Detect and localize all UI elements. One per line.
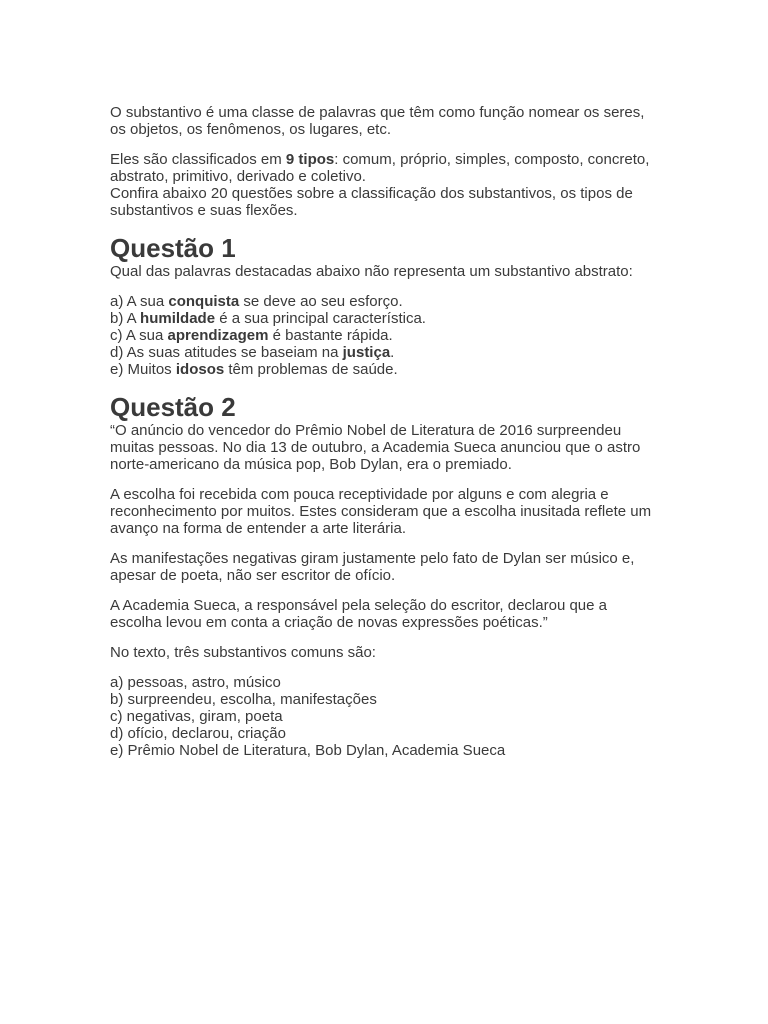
option-text: é a sua principal característica.: [215, 310, 426, 327]
document-page: [110, 104, 662, 772]
option-highlight: justiça: [342, 344, 391, 361]
option-text: b) A: [110, 310, 141, 327]
option-text: c) A sua: [110, 327, 168, 344]
option-text: .: [390, 344, 395, 361]
intro-types-bold: 9 tipos: [285, 151, 335, 168]
question-1-option: [110, 327, 662, 344]
question-2-paragraph: “O anúncio do vencedor do Prêmio Nobel de Literatura de 2016 surpreendeu muitas pessoas. No dia 13 de outubro, a Academia Sueca anunciou que o astro norte-americano da música pop, Bob Dylan, era o premiado.: [110, 422, 641, 473]
intro-types-after: : comum, próprio, simples, composto, concreto, abstrato, primitivo, derivado e coletivo.: [110, 151, 650, 185]
question-1-option: [110, 310, 662, 327]
question-2-option: d) ofício, declarou, criação: [110, 725, 286, 742]
intro-types-before: Eles são classificados em: [110, 151, 286, 168]
option-text: é bastante rápida.: [268, 327, 393, 344]
intro-types-paragraph: [110, 151, 662, 185]
question-1-option: [110, 344, 662, 361]
question-2-options: [110, 674, 662, 759]
intro-confira-paragraph: Confira abaixo 20 questões sobre a classificação dos substantivos, os tipos de substantivos e suas flexões.: [110, 185, 633, 219]
question-2-prompt: No texto, três substantivos comuns são:: [110, 644, 376, 661]
question-2-title: Questão 2: [110, 392, 236, 422]
intro-paragraph: O substantivo é uma classe de palavras que têm como função nomear os seres, os objetos, os fenômenos, os lugares, etc.: [110, 104, 645, 138]
question-2-option: e) Prêmio Nobel de Literatura, Bob Dylan, Academia Sueca: [110, 742, 506, 759]
question-2-option: a) pessoas, astro, músico: [110, 674, 281, 691]
question-2-paragraph: As manifestações negativas giram justamente pelo fato de Dylan ser músico e, apesar de poeta, não ser escritor de ofício.: [110, 550, 635, 584]
question-1-prompt: Qual das palavras destacadas abaixo não representa um substantivo abstrato:: [110, 263, 633, 280]
question-1-option: [110, 361, 662, 378]
option-highlight: humildade: [140, 310, 216, 327]
question-1-options: [110, 293, 662, 378]
option-text: se deve ao seu esforço.: [239, 293, 403, 310]
question-1-option: [110, 293, 662, 310]
option-highlight: conquista: [168, 293, 240, 310]
option-highlight: aprendizagem: [167, 327, 269, 344]
option-text: têm problemas de saúde.: [224, 361, 398, 378]
option-text: d) As suas atitudes se baseiam na: [110, 344, 343, 361]
question-2-option: c) negativas, giram, poeta: [110, 708, 283, 725]
option-highlight: idosos: [175, 361, 225, 378]
option-text: e) Muitos: [110, 361, 176, 378]
question-1-title: Questão 1: [110, 233, 236, 263]
question-2-option: b) surpreendeu, escolha, manifestações: [110, 691, 377, 708]
question-2-paragraph: A escolha foi recebida com pouca receptividade por alguns e com alegria e reconhecimento por muitos. Estes consideram que a escolha inusitada reflete um avanço na forma de entender a arte literária.: [110, 486, 652, 537]
option-text: a) A sua: [110, 293, 169, 310]
question-2-paragraph: A Academia Sueca, a responsável pela seleção do escritor, declarou que a escolha levou em conta a criação de novas expressões poéticas.”: [110, 597, 607, 631]
